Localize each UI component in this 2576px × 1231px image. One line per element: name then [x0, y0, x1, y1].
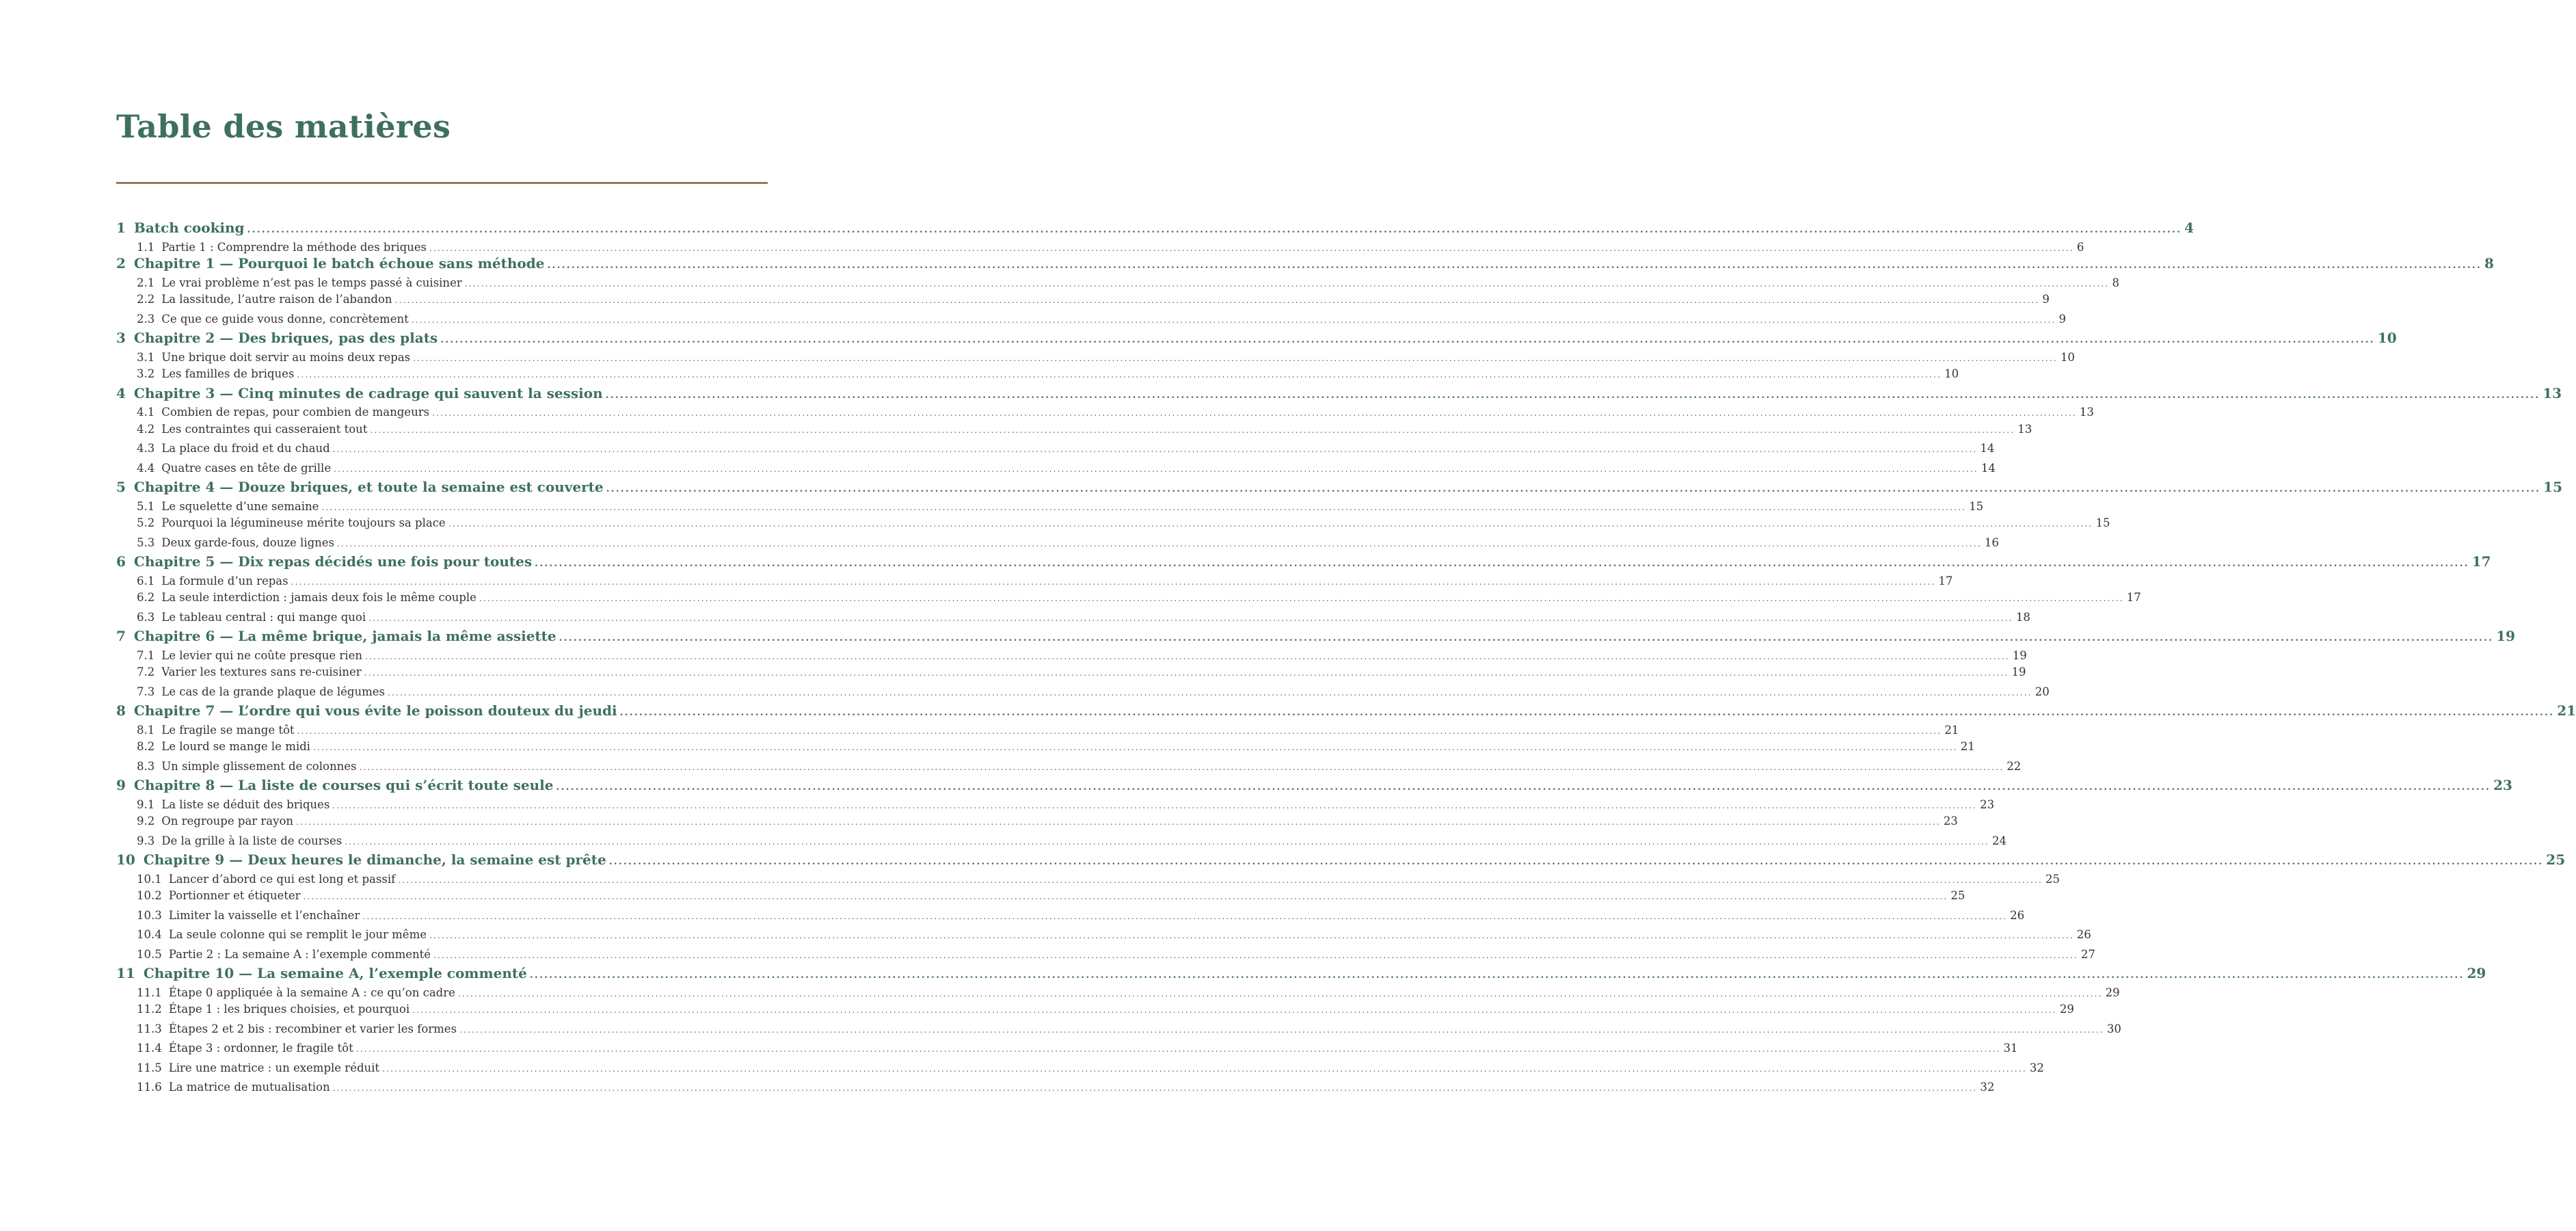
- toc-leader-dots: ................................................................................................................................................................................................................................................................................................................................................................................................................: [312, 743, 1958, 752]
- toc-entry-label: Partie 1 : Comprendre la méthode des briques: [161, 240, 427, 254]
- toc-leader-dots: ................................................................................................................................................................................................................................................................................................................................................................................................................: [412, 1005, 2057, 1015]
- toc-section-entry[interactable]: [116, 945, 2095, 965]
- toc-section-entry[interactable]: [116, 737, 1975, 757]
- toc-leader-dots: ................................................................................................................................................................................................................................................................................................................................................................................................................: [297, 726, 1942, 736]
- toc-entry-number: 8: [116, 702, 126, 719]
- toc-leader-dots: ................................................................................................................................................................................................................................................................................................................................................................................................................: [547, 260, 2482, 271]
- toc-entry-label: Deux garde-fous, douze lignes: [161, 535, 335, 549]
- toc-leader-dots: ................................................................................................................................................................................................................................................................................................................................................................................................................: [364, 651, 2010, 661]
- toc-entry-label: Le levier qui ne coûte presque rien: [161, 648, 362, 662]
- toc-section-entry[interactable]: [116, 812, 1958, 832]
- toc-entry-page: 9: [2058, 312, 2067, 326]
- toc-entry-number: 7.2: [137, 665, 155, 678]
- toc-leader-dots: ................................................................................................................................................................................................................................................................................................................................................................................................................: [387, 687, 2032, 698]
- toc-entry-label: Étape 1 : les briques choisies, et pourquoi: [168, 1003, 410, 1016]
- toc-leader-dots: ................................................................................................................................................................................................................................................................................................................................................................................................................: [413, 353, 2058, 363]
- toc-entry-label: Étapes 2 et 2 bis : recombiner et varier les formes: [168, 1022, 457, 1035]
- toc-section-entry[interactable]: [116, 1039, 2018, 1059]
- toc-entry-number: 4: [116, 384, 126, 401]
- toc-chapter-entry[interactable]: [116, 627, 2516, 646]
- toc-entry-page: 17: [1938, 574, 1953, 587]
- toc-leader-dots: ................................................................................................................................................................................................................................................................................................................................................................................................................: [529, 970, 2465, 981]
- toc-entry-label: Chapitre 4 — Douze briques, et toute la semaine est couverte: [133, 479, 604, 495]
- toc-entry-label: Chapitre 8 — La liste de courses qui s’écrit toute seule: [133, 777, 554, 793]
- toc-entry-number: 4.4: [137, 461, 155, 475]
- toc-leader-dots: ................................................................................................................................................................................................................................................................................................................................................................................................................: [345, 836, 1989, 847]
- toc-section-entry[interactable]: [116, 870, 2060, 887]
- toc-entry-label: Une brique doit servir au moins deux repas: [161, 350, 411, 364]
- toc-entry-number: 4.2: [137, 422, 155, 436]
- toc-section-entry[interactable]: [116, 721, 1959, 738]
- toc-leader-dots: ................................................................................................................................................................................................................................................................................................................................................................................................................: [370, 425, 2015, 435]
- toc-leader-dots: ................................................................................................................................................................................................................................................................................................................................................................................................................: [429, 931, 2074, 940]
- toc-leader-dots: ................................................................................................................................................................................................................................................................................................................................................................................................................: [332, 445, 1978, 454]
- toc-section-entry[interactable]: [116, 683, 2050, 702]
- toc-entry-page: 13: [2543, 384, 2562, 401]
- toc-entry-page: 10: [2377, 330, 2397, 346]
- toc-entry-number: 11.5: [137, 1061, 162, 1074]
- toc-entry-label: Chapitre 3 — Cinq minutes de cadrage qui sauvent la session: [133, 384, 603, 401]
- toc-entry-page: 32: [1980, 1081, 1995, 1094]
- toc-entry-label: Chapitre 9 — Deux heures le dimanche, la semaine est prête: [143, 851, 606, 868]
- toc-entry-label: Étape 0 appliquée à la semaine A : ce qu’on cadre: [168, 985, 455, 999]
- toc-entry-number: 1.1: [137, 240, 155, 254]
- toc-entry-number: 11.6: [137, 1081, 162, 1094]
- toc-entry-number: 3.1: [137, 350, 155, 364]
- toc-section-entry[interactable]: [116, 925, 2091, 945]
- toc-leader-dots: ................................................................................................................................................................................................................................................................................................................................................................................................................: [433, 950, 2078, 960]
- toc-entry-label: Le lourd se mange le midi: [161, 740, 310, 753]
- toc-entry-page: 32: [2029, 1061, 2044, 1074]
- toc-leader-dots: ................................................................................................................................................................................................................................................................................................................................................................................................................: [535, 558, 2469, 569]
- toc-section-entry[interactable]: [116, 588, 2141, 608]
- toc-chapter-entry[interactable]: [116, 776, 2512, 795]
- toc-entry-page: 8: [2484, 255, 2494, 272]
- toc-chapter-entry[interactable]: [116, 329, 2397, 348]
- toc-entry-label: Batch cooking: [133, 220, 245, 236]
- toc-leader-dots: ................................................................................................................................................................................................................................................................................................................................................................................................................: [368, 613, 2013, 623]
- toc-section-entry[interactable]: [116, 459, 1996, 479]
- toc-entry-page: 16: [1984, 535, 1999, 549]
- toc-entry-label: La place du froid et du chaud: [161, 442, 330, 455]
- toc-entry-number: 5.3: [137, 535, 155, 549]
- toc-entry-number: 2.1: [137, 276, 155, 289]
- toc-entry-page: 20: [2035, 685, 2050, 698]
- toc-section-entry[interactable]: [116, 439, 1995, 459]
- toc-entry-page: 9: [2042, 293, 2050, 306]
- toc-entry-page: 21: [1960, 740, 1975, 753]
- toc-section-entry[interactable]: [116, 795, 1995, 812]
- toc-entry-label: Chapitre 7 — L’ordre qui vous évite le poisson douteux du jeudi: [133, 702, 617, 719]
- toc-entry-page: 23: [1943, 815, 1958, 828]
- toc-entry-label: Varier les textures sans re-cuisiner: [161, 665, 362, 678]
- toc-section-entry[interactable]: [116, 906, 2025, 926]
- toc-entry-number: 5: [116, 479, 126, 495]
- toc-entry-page: 15: [2543, 479, 2563, 495]
- toc-entry-number: 6.1: [137, 574, 155, 587]
- toc-entry-number: 7.1: [137, 648, 155, 662]
- toc-entry-page: 25: [2546, 851, 2566, 868]
- toc-entry-label: La formule d’un repas: [161, 574, 289, 587]
- toc-entry-number: 9: [116, 777, 126, 793]
- toc-section-entry[interactable]: [116, 238, 2084, 255]
- toc-entry-page: 10: [2060, 350, 2075, 364]
- toc-entry-number: 4.1: [137, 406, 155, 419]
- toc-section-entry[interactable]: [116, 514, 2110, 533]
- toc-section-entry[interactable]: [116, 290, 2050, 310]
- toc-entry-page: 8: [2112, 276, 2119, 289]
- toc-leader-dots: ................................................................................................................................................................................................................................................................................................................................................................................................................: [559, 633, 2494, 644]
- toc-leader-dots: ................................................................................................................................................................................................................................................................................................................................................................................................................: [479, 594, 2124, 603]
- toc-entry-page: 25: [1950, 889, 1965, 902]
- toc-section-entry[interactable]: [116, 663, 2026, 683]
- toc-leader-dots: ................................................................................................................................................................................................................................................................................................................................................................................................................: [459, 1024, 2104, 1035]
- toc-entry-label: Combien de repas, pour combien de mangeurs: [161, 406, 430, 419]
- toc-section-entry[interactable]: [116, 1078, 1995, 1098]
- toc-section-entry[interactable]: [116, 403, 2094, 420]
- toc-section-entry[interactable]: [116, 274, 2119, 291]
- toc-entry-label: Chapitre 1 — Pourquoi le batch échoue sans méthode: [133, 255, 545, 272]
- toc-entry-number: 10: [116, 851, 135, 868]
- toc-leader-dots: ................................................................................................................................................................................................................................................................................................................................................................................................................: [448, 519, 2093, 529]
- page-title: Table des matières: [116, 108, 451, 145]
- toc-entry-page: 19: [2012, 648, 2027, 662]
- toc-entry-page: 15: [1969, 499, 1984, 513]
- toc-leader-dots: ................................................................................................................................................................................................................................................................................................................................................................................................................: [608, 856, 2544, 867]
- toc-entry-label: Pourquoi la légumineuse mérite toujours sa place: [161, 516, 446, 529]
- toc-entry-number: 2.2: [137, 293, 155, 306]
- toc-entry-number: 11.1: [137, 985, 162, 999]
- toc-entry-page: 21: [2557, 702, 2576, 719]
- toc-entry-page: 14: [1981, 461, 1996, 475]
- toc-entry-label: Chapitre 2 — Des briques, pas des plats: [133, 330, 438, 346]
- toc-entry-number: 8.1: [137, 723, 155, 737]
- toc-section-entry[interactable]: [116, 497, 1984, 514]
- toc-entry-label: Lire une matrice : un exemple réduit: [168, 1061, 380, 1074]
- toc-entry-number: 2: [116, 255, 126, 272]
- toc-leader-dots: ................................................................................................................................................................................................................................................................................................................................................................................................................: [605, 389, 2540, 401]
- toc-entry-label: Le squelette d’une semaine: [161, 499, 319, 513]
- toc-leader-dots: ................................................................................................................................................................................................................................................................................................................................................................................................................: [382, 1063, 2027, 1074]
- toc-chapter-entry[interactable]: [116, 851, 2566, 870]
- toc-section-entry[interactable]: [116, 365, 1959, 384]
- toc-section-entry[interactable]: [116, 1059, 2044, 1078]
- toc-entry-label: Chapitre 6 — La même brique, jamais la même assiette: [133, 628, 556, 644]
- toc-entry-label: Les contraintes qui casseraient tout: [161, 422, 368, 436]
- toc-entry-label: Étape 3 : ordonner, le fragile tôt: [168, 1042, 353, 1055]
- toc-section-entry[interactable]: [116, 832, 2007, 851]
- toc-section-entry[interactable]: [116, 757, 2022, 777]
- toc-entry-page: 29: [2059, 1003, 2074, 1016]
- toc-leader-dots: ................................................................................................................................................................................................................................................................................................................................................................................................................: [619, 707, 2555, 718]
- toc-entry-label: Portionner et étiqueter: [168, 889, 301, 902]
- toc-entry-label: Partie 2 : La semaine A : l’exemple commenté: [168, 947, 431, 961]
- toc-leader-dots: ................................................................................................................................................................................................................................................................................................................................................................................................................: [303, 892, 1948, 901]
- toc-entry-page: 17: [2126, 591, 2141, 604]
- toc-entry-number: 5.1: [137, 499, 155, 513]
- toc-entry-page: 18: [2015, 610, 2030, 624]
- toc-entry-number: 11.3: [137, 1022, 162, 1035]
- toc-leader-dots: ................................................................................................................................................................................................................................................................................................................................................................................................................: [247, 224, 2182, 235]
- toc-entry-page: 19: [2496, 628, 2516, 644]
- toc-chapter-entry[interactable]: [116, 478, 2563, 497]
- toc-entry-number: 1: [116, 220, 126, 236]
- toc-entry-label: La seule colonne qui se remplit le jour même: [168, 928, 427, 941]
- toc-entry-label: On regroupe par rayon: [161, 815, 294, 828]
- toc-entry-number: 10.1: [137, 872, 162, 886]
- toc-leader-dots: ................................................................................................................................................................................................................................................................................................................................................................................................................: [362, 911, 2008, 921]
- toc-leader-dots: ................................................................................................................................................................................................................................................................................................................................................................................................................: [432, 408, 2077, 418]
- toc-entry-page: 29: [2467, 965, 2486, 981]
- table-of-contents: [116, 219, 2576, 1098]
- toc-entry-page: 25: [2045, 872, 2060, 886]
- toc-chapter-entry[interactable]: [116, 702, 2576, 721]
- toc-entry-label: Ce que ce guide vous donne, concrètement: [161, 312, 409, 326]
- toc-section-entry[interactable]: [116, 886, 1965, 906]
- toc-entry-number: 7: [116, 628, 126, 644]
- toc-leader-dots: ................................................................................................................................................................................................................................................................................................................................................................................................................: [291, 577, 1936, 587]
- toc-chapter-entry[interactable]: [116, 254, 2494, 274]
- toc-leader-dots: ................................................................................................................................................................................................................................................................................................................................................................................................................: [606, 484, 2541, 494]
- toc-leader-dots: ................................................................................................................................................................................................................................................................................................................................................................................................................: [398, 875, 2043, 885]
- toc-entry-label: Quatre cases en tête de grille: [161, 461, 332, 475]
- toc-entry-page: 26: [2076, 928, 2091, 941]
- toc-entry-page: 14: [1980, 442, 1995, 455]
- toc-section-entry[interactable]: [116, 572, 1953, 589]
- toc-entry-number: 11.4: [137, 1042, 162, 1055]
- toc-entry-label: Le fragile se mange tôt: [161, 723, 295, 737]
- toc-entry-number: 6.2: [137, 591, 155, 604]
- toc-leader-dots: ................................................................................................................................................................................................................................................................................................................................................................................................................: [359, 762, 2004, 772]
- toc-entry-page: 4: [2184, 220, 2195, 236]
- toc-entry-label: Les familles de briques: [161, 367, 295, 380]
- toc-section-entry[interactable]: [116, 1000, 2074, 1020]
- toc-entry-page: 19: [2011, 665, 2026, 678]
- toc-entry-label: Le tableau central : qui mange quoi: [161, 610, 366, 624]
- toc-entry-number: 6.3: [137, 610, 155, 624]
- toc-entry-number: 3: [116, 330, 126, 346]
- toc-entry-label: Lancer d’abord ce qui est long et passif: [168, 872, 396, 886]
- toc-section-entry[interactable]: [116, 1020, 2121, 1040]
- toc-section-entry[interactable]: [116, 310, 2067, 330]
- toc-entry-label: La matrice de mutualisation: [168, 1081, 330, 1094]
- toc-leader-dots: ................................................................................................................................................................................................................................................................................................................................................................................................................: [334, 464, 1978, 474]
- toc-entry-number: 9.2: [137, 815, 155, 828]
- toc-entry-label: Le cas de la grande plaque de légumes: [161, 685, 385, 698]
- toc-entry-page: 13: [2079, 406, 2094, 419]
- toc-entry-number: 10.2: [137, 889, 162, 902]
- toc-entry-label: De la grille à la liste de courses: [161, 834, 343, 847]
- toc-entry-page: 29: [2105, 985, 2120, 999]
- toc-entry-number: 10.4: [137, 928, 162, 941]
- toc-entry-label: Le vrai problème n’est pas le temps passé à cuisiner: [161, 276, 462, 289]
- toc-entry-page: 15: [2095, 516, 2110, 529]
- toc-chapter-entry[interactable]: [116, 219, 2195, 238]
- toc-entry-page: 26: [2010, 908, 2025, 922]
- toc-leader-dots: ................................................................................................................................................................................................................................................................................................................................................................................................................: [394, 295, 2040, 305]
- toc-leader-dots: ................................................................................................................................................................................................................................................................................................................................................................................................................: [321, 502, 1967, 512]
- title-divider: [116, 182, 768, 184]
- toc-entry-number: 11: [116, 965, 135, 981]
- toc-entry-label: Chapitre 10 — La semaine A, l’exemple commenté: [143, 965, 527, 981]
- toc-entry-number: 7.3: [137, 685, 155, 698]
- toc-leader-dots: ................................................................................................................................................................................................................................................................................................................................................................................................................: [429, 243, 2074, 253]
- toc-entry-label: Un simple glissement de colonnes: [161, 759, 357, 773]
- toc-section-entry[interactable]: [116, 348, 2075, 365]
- toc-entry-page: 27: [2080, 947, 2095, 961]
- toc-entry-page: 24: [1991, 834, 2007, 847]
- toc-leader-dots: ................................................................................................................................................................................................................................................................................................................................................................................................................: [332, 1083, 1978, 1093]
- toc-entry-page: 23: [2493, 777, 2512, 793]
- toc-section-entry[interactable]: [116, 646, 2027, 663]
- toc-entry-number: 2.3: [137, 312, 155, 326]
- document-page: [116, 0, 2576, 1231]
- toc-leader-dots: ................................................................................................................................................................................................................................................................................................................................................................................................................: [355, 1044, 2001, 1054]
- toc-leader-dots: ................................................................................................................................................................................................................................................................................................................................................................................................................: [464, 278, 2110, 289]
- toc-entry-page: 22: [2007, 759, 2022, 773]
- toc-section-entry[interactable]: [116, 533, 1999, 553]
- toc-leader-dots: ................................................................................................................................................................................................................................................................................................................................................................................................................: [297, 370, 1942, 380]
- toc-section-entry[interactable]: [116, 420, 2032, 440]
- toc-entry-page: 30: [2106, 1022, 2121, 1035]
- toc-leader-dots: ................................................................................................................................................................................................................................................................................................................................................................................................................: [364, 668, 2009, 678]
- toc-chapter-entry[interactable]: [116, 384, 2562, 403]
- toc-leader-dots: ................................................................................................................................................................................................................................................................................................................................................................................................................: [556, 782, 2491, 793]
- toc-entry-label: La seule interdiction : jamais deux fois le même couple: [161, 591, 477, 604]
- toc-entry-page: 10: [1944, 367, 1959, 380]
- toc-section-entry[interactable]: [116, 608, 2030, 628]
- toc-entry-page: 31: [2003, 1042, 2018, 1055]
- toc-entry-number: 11.2: [137, 1003, 162, 1016]
- toc-leader-dots: ................................................................................................................................................................................................................................................................................................................................................................................................................: [457, 988, 2103, 998]
- toc-entry-page: 17: [2471, 553, 2491, 570]
- toc-chapter-entry[interactable]: [116, 964, 2486, 983]
- toc-leader-dots: ................................................................................................................................................................................................................................................................................................................................................................................................................: [296, 817, 1941, 827]
- toc-chapter-entry[interactable]: [116, 553, 2491, 572]
- toc-leader-dots: ................................................................................................................................................................................................................................................................................................................................................................................................................: [332, 800, 1978, 810]
- toc-entry-page: 13: [2017, 422, 2032, 436]
- toc-entry-number: 8.3: [137, 759, 155, 773]
- toc-entry-page: 23: [1980, 797, 1995, 811]
- toc-entry-number: 3.2: [137, 367, 155, 380]
- toc-entry-number: 9.3: [137, 834, 155, 847]
- toc-entry-number: 5.2: [137, 516, 155, 529]
- toc-entry-number: 4.3: [137, 442, 155, 455]
- toc-leader-dots: ................................................................................................................................................................................................................................................................................................................................................................................................................: [440, 334, 2375, 345]
- toc-entry-number: 9.1: [137, 797, 155, 811]
- toc-entry-number: 10.3: [137, 908, 162, 922]
- toc-entry-label: La lassitude, l’autre raison de l’abandon: [161, 293, 392, 306]
- toc-entry-number: 8.2: [137, 740, 155, 753]
- toc-entry-number: 6: [116, 553, 126, 570]
- toc-entry-label: Limiter la vaisselle et l’enchaîner: [168, 908, 360, 922]
- toc-leader-dots: ................................................................................................................................................................................................................................................................................................................................................................................................................: [411, 315, 2056, 325]
- toc-entry-label: La liste se déduit des briques: [161, 797, 330, 811]
- toc-entry-page: 6: [2076, 240, 2084, 254]
- toc-section-entry[interactable]: [116, 983, 2120, 1001]
- toc-entry-number: 10.5: [137, 947, 162, 961]
- toc-entry-label: Chapitre 5 — Dix repas décidés une fois pour toutes: [133, 553, 533, 570]
- toc-entry-page: 21: [1944, 723, 1959, 737]
- toc-leader-dots: ................................................................................................................................................................................................................................................................................................................................................................................................................: [337, 538, 1982, 548]
